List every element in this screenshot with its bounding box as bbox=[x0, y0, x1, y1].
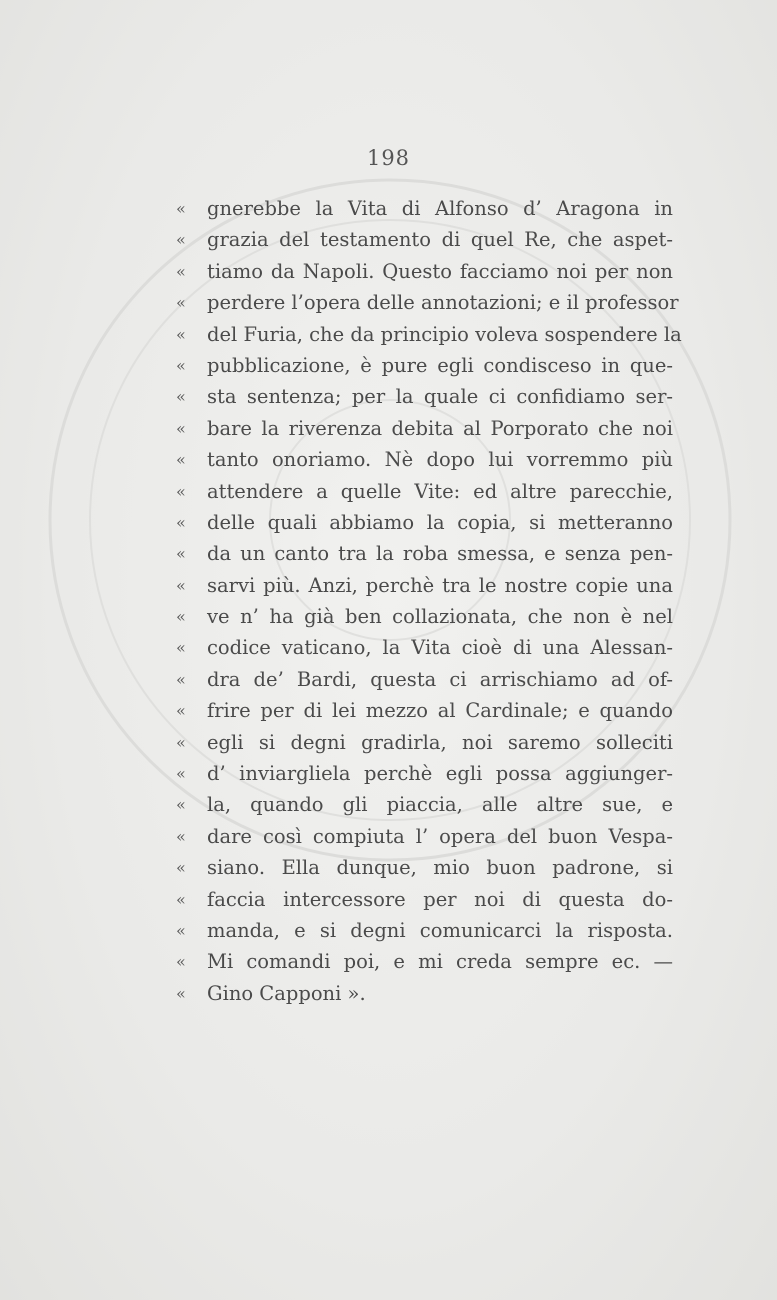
line-text: tanto onoriamo. Nè dopo lui vorremmo più bbox=[207, 448, 673, 472]
quote-mark: « bbox=[176, 638, 186, 658]
page-number: 198 bbox=[366, 146, 411, 170]
line-text: pubblicazione, è pure egli condisceso in que- bbox=[207, 353, 673, 377]
quote-mark: « bbox=[176, 858, 186, 878]
text-line bbox=[176, 632, 673, 663]
quote-mark: « bbox=[176, 199, 186, 218]
text-line bbox=[176, 381, 673, 412]
quote-mark: « bbox=[176, 732, 186, 752]
text-line bbox=[176, 915, 673, 946]
quote-mark: « bbox=[176, 418, 186, 438]
line-text: Mi comandi poi, e mi creda sempre ec. — bbox=[207, 950, 673, 974]
text-line bbox=[176, 319, 682, 350]
line-text: dra de’ Bardi, questa ci arrischiamo ad of- bbox=[207, 667, 673, 691]
text-line bbox=[176, 507, 673, 538]
text-line bbox=[176, 444, 673, 475]
line-text: grazia del testamento di quel Re, che aspet- bbox=[207, 228, 673, 252]
text-line bbox=[176, 287, 679, 318]
line-text: faccia intercessore per noi di questa do- bbox=[207, 887, 673, 911]
line-text: gnerebbe la Vita di Alfonso d’ Aragona in bbox=[207, 197, 673, 220]
line-text: siano. Ella dunque, mio buon padrone, si bbox=[207, 856, 673, 880]
text-line bbox=[176, 727, 673, 758]
line-text: bare la riverenza debita al Porporato che noi bbox=[207, 416, 673, 440]
line-text: attendere a quelle Vite: ed altre parecchie, bbox=[207, 479, 673, 503]
line-text: da un canto tra la roba smessa, e senza pen- bbox=[207, 542, 673, 566]
quote-mark: « bbox=[176, 795, 186, 815]
text-line bbox=[176, 884, 673, 915]
text-line bbox=[176, 821, 673, 852]
quote-mark: « bbox=[176, 230, 186, 250]
quote-mark: « bbox=[176, 355, 186, 375]
text-line bbox=[176, 413, 673, 444]
text-line bbox=[176, 946, 673, 977]
line-text: perdere l’opera delle annotazioni; e il professor bbox=[207, 291, 679, 315]
quote-mark: « bbox=[176, 575, 186, 595]
quote-mark: « bbox=[176, 952, 186, 972]
text-line bbox=[176, 978, 673, 1009]
text-line bbox=[176, 538, 673, 569]
text-line bbox=[176, 256, 673, 287]
line-text: d’ inviargliela perchè egli possa aggiunger- bbox=[207, 762, 673, 786]
text-line bbox=[176, 350, 673, 381]
quote-mark: « bbox=[176, 701, 186, 721]
text-line bbox=[176, 193, 673, 224]
quote-mark: « bbox=[176, 450, 186, 470]
quote-mark: « bbox=[176, 261, 186, 281]
quote-mark: « bbox=[176, 669, 186, 689]
quote-mark: « bbox=[176, 764, 186, 784]
text-line bbox=[176, 789, 673, 820]
quote-mark: « bbox=[176, 481, 186, 501]
line-text: Gino Capponi ». bbox=[207, 981, 366, 1005]
line-text: frire per di lei mezzo al Cardinale; e quando bbox=[207, 699, 673, 723]
letter-text bbox=[176, 193, 682, 1009]
line-text: ve n’ ha già ben collazionata, che non è nel bbox=[207, 605, 673, 629]
line-text: sta sentenza; per la quale ci confidiamo ser- bbox=[207, 385, 673, 409]
quote-mark: « bbox=[176, 889, 186, 909]
quote-mark: « bbox=[176, 607, 186, 627]
text-line bbox=[176, 570, 673, 601]
quote-mark: « bbox=[176, 983, 186, 1003]
quote-mark: « bbox=[176, 387, 186, 407]
line-text: tiamo da Napoli. Questo facciamo noi per non bbox=[207, 259, 673, 283]
text-line bbox=[176, 695, 673, 726]
text-line bbox=[176, 664, 673, 695]
quote-mark: « bbox=[176, 826, 186, 846]
quote-mark: « bbox=[176, 293, 186, 313]
line-text: delle quali abbiamo la copia, si metteranno bbox=[207, 510, 673, 534]
quote-mark: « bbox=[176, 512, 186, 532]
text-line bbox=[176, 758, 673, 789]
line-text: egli si degni gradirla, noi saremo solleciti bbox=[207, 730, 673, 754]
text-line bbox=[176, 852, 673, 883]
line-text: del Furia, che da principio voleva sospendere la bbox=[207, 322, 682, 346]
line-text: sarvi più. Anzi, perchè tra le nostre copie una bbox=[207, 573, 673, 597]
line-text: dare così compiuta l’ opera del buon Vespa- bbox=[207, 824, 673, 848]
quote-mark: « bbox=[176, 920, 186, 940]
line-text: codice vaticano, la Vita cioè di una Alessan- bbox=[207, 636, 673, 660]
quote-mark: « bbox=[176, 544, 186, 564]
text-line bbox=[176, 224, 673, 255]
text-line bbox=[176, 476, 673, 507]
line-text: la, quando gli piaccia, alle altre sue, e bbox=[207, 793, 673, 817]
line-text: manda, e si degni comunicarci la risposta. bbox=[207, 918, 673, 942]
quote-mark: « bbox=[176, 324, 186, 344]
text-line bbox=[176, 601, 673, 632]
